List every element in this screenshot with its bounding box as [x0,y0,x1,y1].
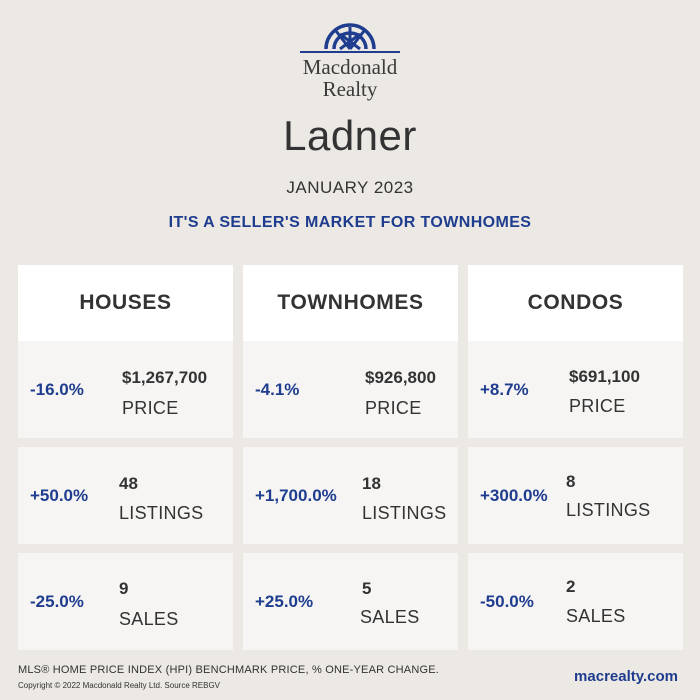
houses-listings-card [18,447,233,544]
column-header-townhomes: TOWNHOMES [243,265,458,341]
price-label: PRICE [122,398,179,418]
townhomes-listings-card [243,447,458,544]
listings-value: 8 [566,472,576,491]
price-change: +8.7% [480,379,529,399]
sales-value: 9 [119,579,129,598]
condos-listings-card [468,447,683,544]
houses-sales-card [18,553,233,650]
sales-change: +25.0% [255,591,314,611]
report-month: JANUARY 2023 [286,178,414,197]
listings-change: +300.0% [480,485,548,505]
listings-value: 18 [362,474,381,493]
price-value: $926,800 [365,368,436,387]
page-title: Ladner [283,112,417,159]
price-value: $691,100 [569,367,640,386]
market-headline: IT'S A SELLER'S MARKET FOR TOWNHOMES [168,214,532,231]
listings-label: LISTINGS [566,500,651,520]
sales-label: SALES [566,606,626,626]
price-change: -4.1% [255,379,300,399]
sales-value: 2 [566,577,576,596]
listings-value: 48 [119,474,138,493]
listings-label: LISTINGS [362,503,447,523]
brand-name-line1: Macdonald [302,55,398,79]
website-link[interactable]: macrealty.com [574,668,678,685]
sales-change: -25.0% [30,591,84,611]
price-label: PRICE [569,396,626,416]
listings-change: +50.0% [30,485,89,505]
column-header-condos: CONDOS [468,265,683,341]
price-change: -16.0% [30,379,84,399]
townhomes-price-card [243,341,458,438]
price-value: $1,267,700 [122,368,208,387]
macdonald-realty-logo-icon [300,22,400,56]
brand-name-line2: Realty [322,77,378,101]
condos-sales-card [468,553,683,650]
sales-change: -50.0% [480,591,534,611]
sales-label: SALES [360,607,420,627]
column-header-houses: HOUSES [18,265,233,341]
footer-copyright: Copyright © 2022 Macdonald Realty Ltd. Source REBGV [18,681,220,690]
houses-price-card [18,341,233,438]
listings-change: +1,700.0% [255,485,337,505]
sales-label: SALES [119,609,179,629]
condos-price-card [468,341,683,438]
sales-value: 5 [362,579,372,598]
brand-logo [0,22,700,100]
listings-label: LISTINGS [119,503,204,523]
townhomes-sales-card [243,553,458,650]
footer-note: MLS® HOME PRICE INDEX (HPI) BENCHMARK PRICE, % ONE-YEAR CHANGE. [18,664,440,676]
price-label: PRICE [365,398,422,418]
